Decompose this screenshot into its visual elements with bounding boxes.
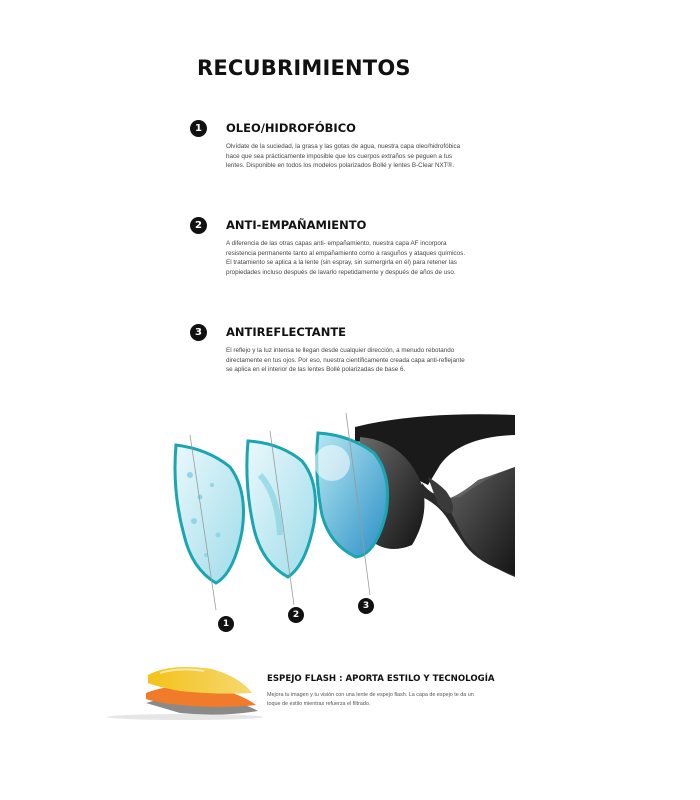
step-number-badge: 1 <box>190 120 207 137</box>
flash-description: Mejora tu imagen y tu visión con una lente de espejo flash. La capa de espejo te da un toque de estilo mientras refuerza el filtrado. <box>267 692 474 707</box>
step-number-badge: 3 <box>190 324 207 341</box>
section-title: ANTI-EMPAÑAMIENTO <box>226 218 367 232</box>
lens-layers-illustration <box>160 405 520 635</box>
flash-title: ESPEJO FLASH : APORTA ESTILO Y TECNOLOGÍA <box>267 674 495 684</box>
lens-marker-2: 2 <box>288 607 304 623</box>
step-number-badge: 2 <box>190 217 207 234</box>
section-description: A diferencia de las otras capas anti- empañamiento, nuestra capa AF incorpora resistencia permanente tanto al empañamiento como a rasguños y ataques químicos. El tratamiento se aplica a la lente (sin espray, sin sumergirla en él) para retener las propiedades incluso después de lavarlo repetidamente y después de años de uso. <box>226 240 466 276</box>
section-description: Olvídate de la suciedad, la grasa y las gotas de agua, nuestra capa oleo/hidrofóbica hace que sea prácticamente imposible que los cuerpos extraños se peguen a tus lentes. Disponible en todos los modelos polarizados Bollé y lentes B-Clear NXT®. <box>226 143 461 170</box>
flash-mirror-lens-illustration <box>100 655 265 720</box>
section-description: El reflejo y la luz intensa te llegan desde cualquier dirección, a menudo rebotando directamente en tus ojos. Por eso, nuestra científicamente creada capa anti-reflejante se aplica en el interior de las lentes Bollé polarizadas de base 6. <box>226 347 465 374</box>
lens-layer-1 <box>175 435 244 610</box>
section-title: ANTIREFLECTANTE <box>226 325 347 339</box>
lens-marker-3: 3 <box>358 598 374 614</box>
lens-marker-1: 1 <box>218 616 234 632</box>
lens-layer-2 <box>247 431 316 605</box>
page-title: RECUBRIMIENTOS <box>197 56 411 80</box>
section-title: OLEO/HIDROFÓBICO <box>226 121 356 135</box>
